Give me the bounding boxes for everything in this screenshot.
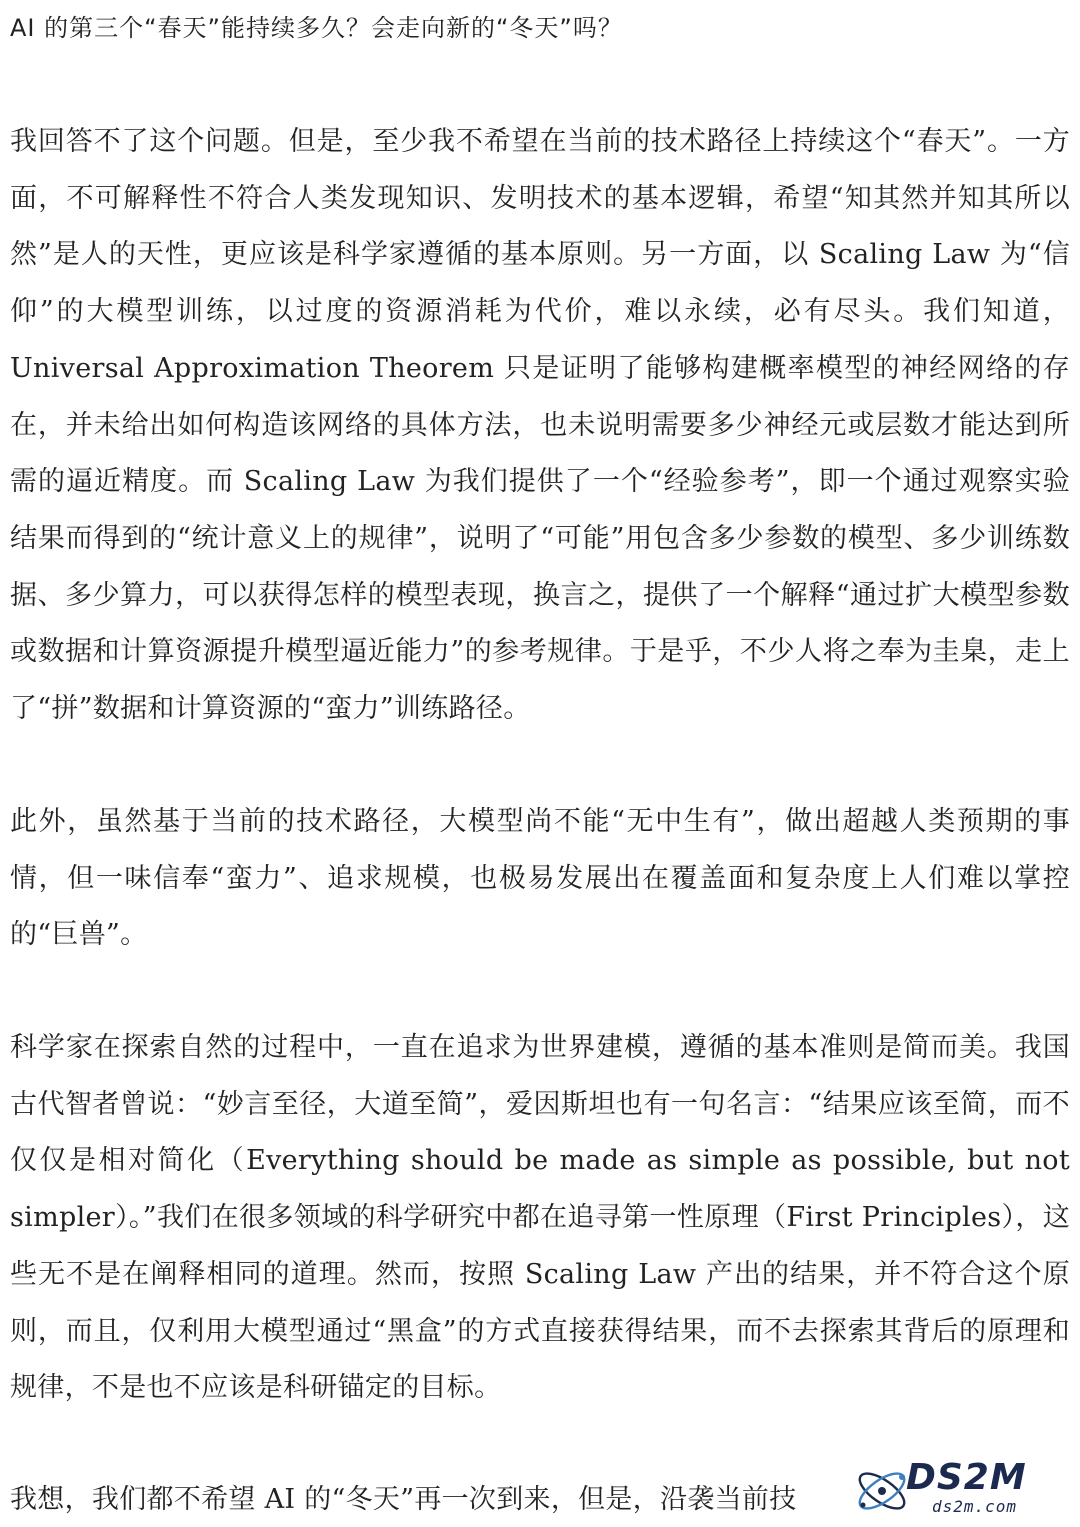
paragraph-3: 科学家在探索自然的过程中，一直在追求为世界建模，遵循的基本准则是简而美。我国古代智者曾说：“妙言至径，大道至简”，爱因斯坦也有一句名言：“结果应该至简，而不仅仅是相对简化（Everything should be made as simple as possible, but not simpler）。”我们在很多领域的科学研究中都在追寻第一性原理（First Principles），这些无不是在阐释相同的道理。然而，按照 Scaling Law 产出的结果，并不符合这个原则，而且，仅利用大模型通过“黑盒”的方式直接获得结果，而不去探索其背后的原理和规律，不是也不应该是科研锚定的目标。 (10, 1032, 1070, 1404)
watermark-url: ds2m.com (932, 1497, 1018, 1516)
article-title: AI 的第三个“春天”能持续多久？会走向新的“冬天”吗？ (10, 14, 623, 42)
atom-orbit-icon (850, 1459, 914, 1523)
site-watermark (848, 1457, 1070, 1523)
paragraph-2: 此外，虽然基于当前的技术路径，大模型尚不能“无中生有”，做出超越人类预期的事情，但一味信奉“蛮力”、追求规模，也极易发展出在覆盖面和复杂度上人们难以掌控的“巨兽”。 (10, 806, 1070, 951)
paragraph-1: 我回答不了这个问题。但是，至少我不希望在当前的技术路径上持续这个“春天”。一方面，不可解释性不符合人类发现知识、发明技术的基本逻辑，希望“知其然并知其所以然”是人的天性，更应该是科学家遵循的基本原则。另一方面，以 Scaling Law 为“信仰”的大模型训练，以过度的资源消耗为代价，难以永续，必有尽头。我们知道，Universal Approximation Theorem 只是证明了能够构建概率模型的神经网络的存在，并未给出如何构造该网络的具体方法，也未说明需要多少神经元或层数才能达到所需的逼近精度。而 Scaling Law 为我们提供了一个“经验参考”，即一个通过观察实验结果而得到的“统计意义上的规律”，说明了“可能”用包含多少参数的模型、多少训练数据、多少算力，可以获得怎样的模型表现，换言之，提供了一个解释“通过扩大模型参数或数据和计算资源提升模型逼近能力”的参考规律。于是乎，不少人将之奉为圭臬，走上了“拼”数据和计算资源的“蛮力”训练路径。 (10, 126, 1070, 725)
watermark-brand: DS2M (906, 1457, 1027, 1498)
paragraph-4: 我想，我们都不希望 AI 的“冬天”再一次到来，但是，沿袭当前技 (10, 1484, 797, 1515)
